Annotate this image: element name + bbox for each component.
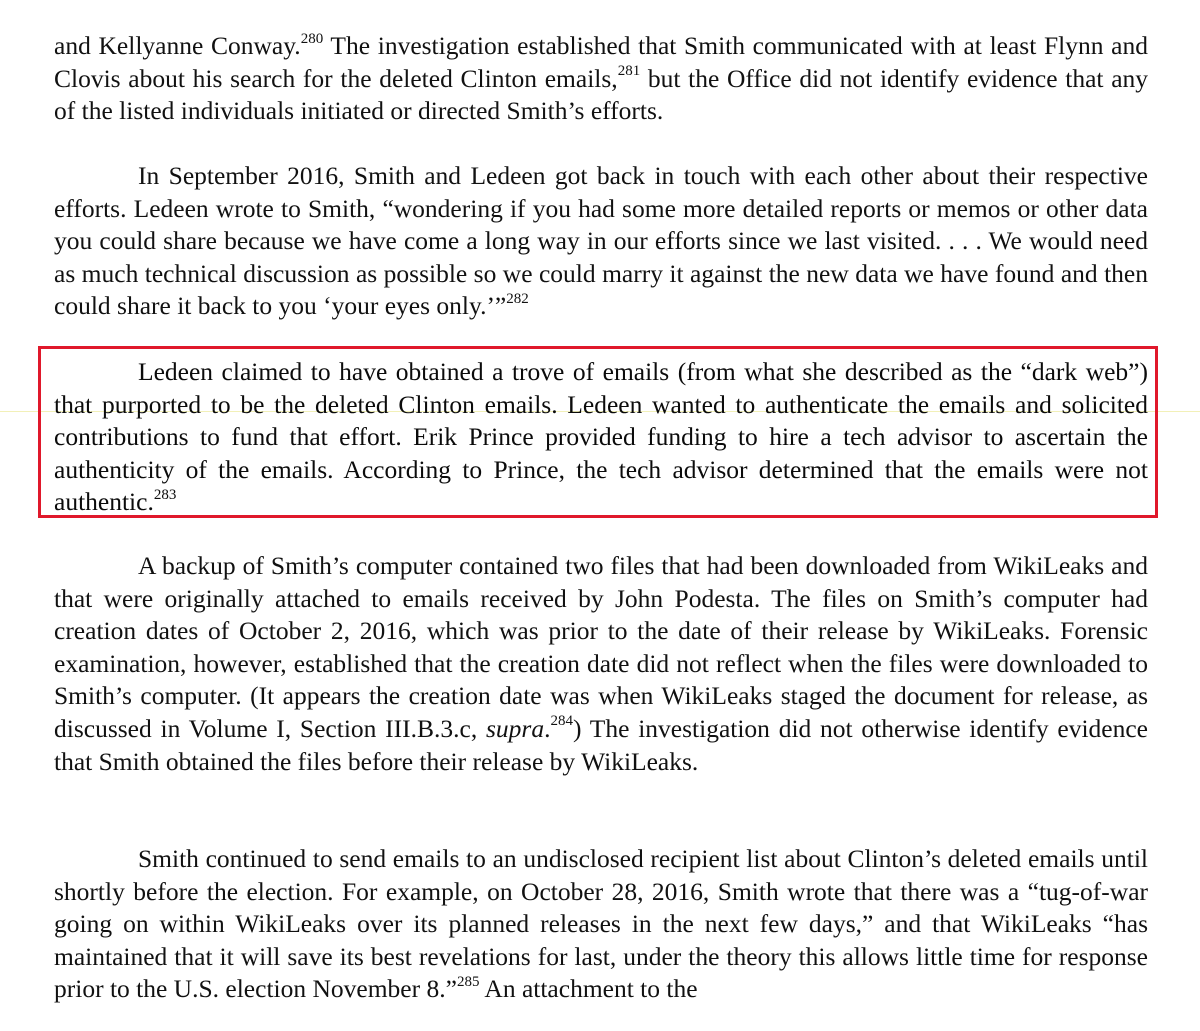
text-run: An attachment to the <box>479 974 698 1004</box>
footnote-ref-280: 280 <box>300 30 324 47</box>
highlight-box <box>38 346 1158 518</box>
text-run: and Kellyanne Conway. <box>54 31 301 60</box>
italic-text: supra <box>486 713 545 743</box>
text-run: Smith continued to send emails to an undisclosed recipient list about Clinton’s deleted emails until shortly before the election. For example, on October 28, 2016, Smith wrote that there was a “tug-of-war going on within WikiLeaks over its planned releases in the next few days,” and that WikiLeaks “has maintained that it will save its best revelations for last, under the theory this allows little time for response prior to the U.S. election November 8.” <box>54 844 1148 1004</box>
text-run: . <box>544 713 551 743</box>
footnote-ref-281: 281 <box>617 63 641 80</box>
paragraph-september-2016 <box>54 160 1148 323</box>
paragraph-conway <box>54 30 1148 128</box>
text-run: ) The investigation did not otherwise identify evidence that Smith obtained the files before their release by WikiLeaks. <box>54 713 1148 776</box>
paragraph-smith-backup <box>54 550 1148 778</box>
text-run: Ledeen claimed to have obtained a trove of emails (from what she described as the “dark web”) that purported to be the deleted Clinton emails. Ledeen wanted to authenticate the emails and solicited contributions to fund that effort. Erik Prince provided funding to hire a tech advisor to ascertain the authenticity of the emails. According to Prince, the tech advisor determined that the emails were not authentic. <box>54 357 1148 517</box>
text-run: A backup of Smith’s computer contained two files that had been downloaded from WikiLeaks and that were originally attached to emails received by John Podesta. The files on Smith’s computer had creation dates of October 2, 2016, which was prior to the date of their release by WikiLeaks. Forensic examination, however, established that the creation date did not reflect when the files were downloaded to Smith’s computer. (It appears the creation date was when WikiLeaks staged the document for release, as discussed in Volume I, Section III.B.3.c, <box>54 551 1148 743</box>
text-run: In September 2016, Smith and Ledeen got back in touch with each other about their respective efforts. Ledeen wrote to Smith, “wondering if you had some more detailed reports or memos or other data you could share because we have come a long way in our efforts since we last visited. . . . We would need as much technical discussion as possible so we could marry it against the new data we have found and then could share it back to you ‘your eyes only.’” <box>54 161 1148 321</box>
footnote-ref-282: 282 <box>506 290 529 307</box>
text-run: but the Office did not identify evidence that any of the listed individuals initiated or directed Smith’s efforts. <box>54 63 1149 126</box>
text-run: The investigation established that Smith communicated with at least Flynn and Clovis about his search for the deleted Clinton emails, <box>54 31 1148 93</box>
paragraph-smith-emails <box>54 843 1148 1006</box>
footnote-ref-284: 284 <box>550 713 573 730</box>
footnote-ref-285: 285 <box>456 973 480 990</box>
footnote-ref-283: 283 <box>153 486 177 503</box>
